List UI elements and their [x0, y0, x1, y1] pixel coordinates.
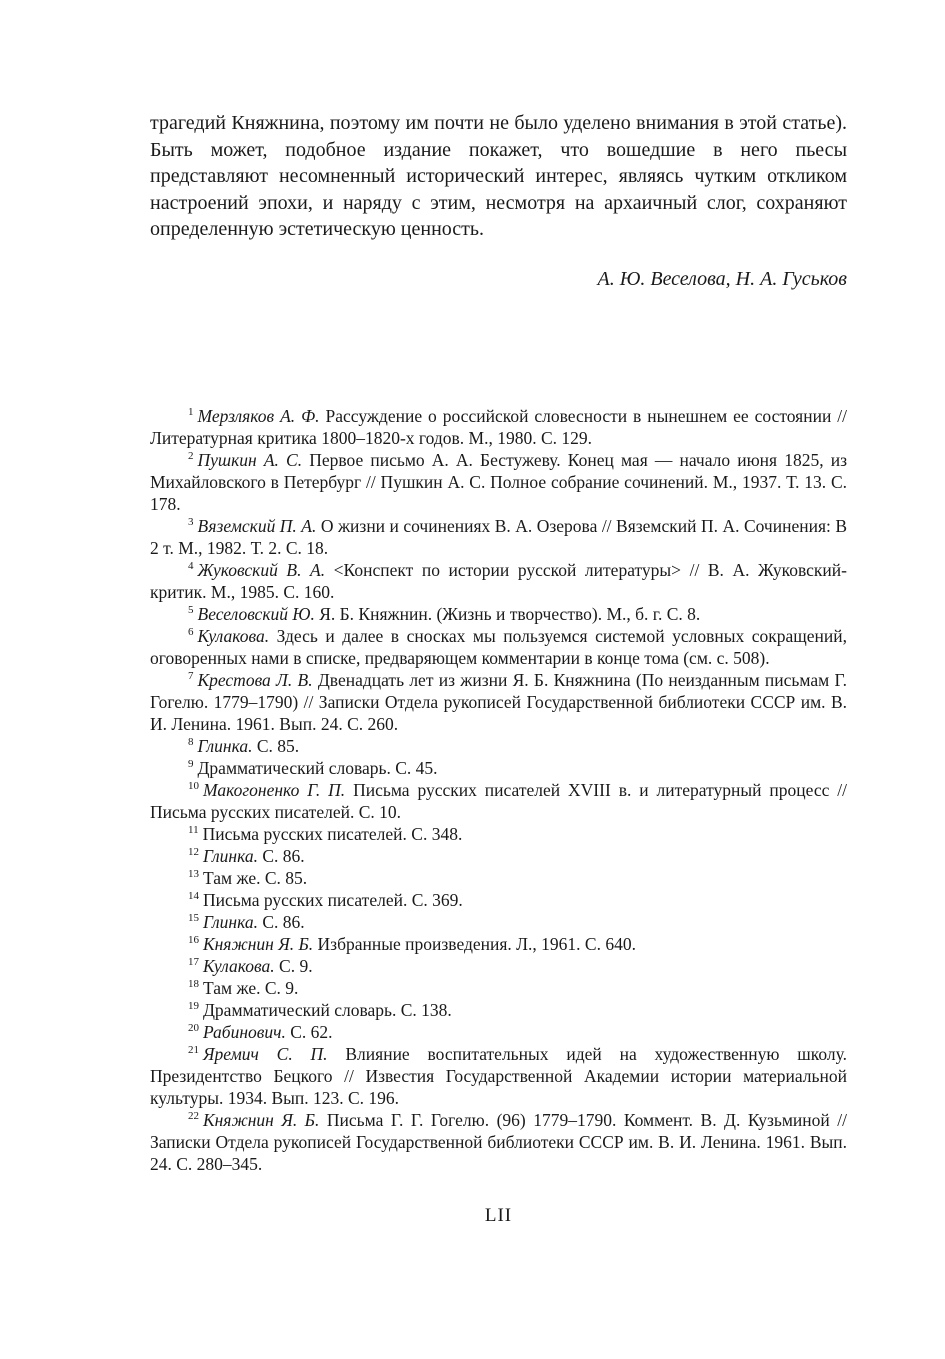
footnote-author: Вяземский П. А. — [197, 515, 317, 536]
footnote-number: 15 — [188, 911, 199, 924]
footnote-text: Я. Б. Княжнин. (Жизнь и творчество). М., б. г. С. 8. — [314, 603, 701, 624]
footnote-number: 5 — [188, 603, 194, 616]
footnote-author: Макогоненко Г. П. — [203, 779, 346, 800]
footnote — [150, 735, 847, 757]
footnote-number: 2 — [188, 449, 194, 462]
footnote-author: Кулакова. — [197, 625, 270, 646]
footnote — [150, 955, 847, 977]
footnote — [150, 999, 847, 1021]
footnote-author: Яремич С. П. — [203, 1043, 328, 1064]
footnote — [150, 911, 847, 933]
footnote-text: Двенадцать лет из жизни Я. Б. Княжнина (По неизданным письмам Г. Гогелю. 1779–1790) // Записки Отдела рукописей Государственной библиотеки СССР им. В. И. Ленина. 1961. Вып. 24. С. 260. — [150, 669, 847, 734]
footnote-number: 9 — [188, 757, 194, 770]
footnote-text: С. 62. — [285, 1021, 333, 1042]
page-number: LII — [484, 1205, 513, 1226]
footnote-text: Письма русских писателей. С. 348. — [202, 823, 463, 844]
footnote-number: 4 — [188, 559, 194, 572]
footnote-author: Крестова Л. В. — [197, 669, 313, 690]
footnote — [150, 823, 847, 845]
footnote-text: Драмматический словарь. С. 45. — [197, 757, 438, 778]
footnote-text: Влияние воспитательных идей на художественную школу. Президентство Бецкого // Известия Государственной Академии истории материальной культуры. 1934. Вып. 123. С. 196. — [150, 1043, 847, 1108]
author-signature: А. Ю. Веселова, Н. А. Гуськов — [597, 267, 847, 290]
footnote-text: Письма русских писателей. С. 369. — [203, 889, 463, 910]
footnote-text: О жизни и сочинениях В. А. Озерова // Вяземский П. А. Сочинения: В 2 т. М., 1982. Т. 2. С. 18. — [150, 515, 848, 558]
footnote-author: Пушкин А. С. — [197, 449, 303, 470]
footnote — [150, 757, 847, 779]
footnote-number: 12 — [188, 845, 199, 858]
footnote-number: 18 — [188, 977, 199, 990]
footnote-author: Жуковский В. А. — [197, 559, 326, 580]
footnote-author: Глинка. — [203, 911, 258, 932]
footnote — [150, 867, 847, 889]
footnote-text: Здесь и далее в сносках мы пользуемся системой условных сокращений, оговоренных нами в списке, предваряющем комментарии в конце тома (см. с. 508). — [150, 625, 847, 668]
footnote-text: Там же. С. 85. — [203, 867, 308, 888]
footnote-author: Княжнин Я. Б. — [203, 933, 314, 954]
footnote — [150, 1043, 847, 1109]
footnote — [150, 559, 847, 603]
footnote-text: Первое письмо А. А. Бестужеву. Конец мая — начало июня 1825, из Михайловского в Петербург // Пушкин А. С. Полное собрание сочинений. М., 1937. Т. 13. С. 178. — [150, 449, 847, 514]
footnote-text: С. 9. — [274, 955, 313, 976]
footnote-number: 17 — [188, 955, 199, 968]
footnote — [150, 933, 847, 955]
footnote-text: <Конспект по истории русской литературы> // В. А. Жуковский-критик. М., 1985. С. 160. — [150, 559, 847, 602]
footnote-number: 21 — [188, 1043, 199, 1056]
intro-paragraph: трагедий Княжнина, поэтому им почти не было уделено внимания в этой статье). Быть может, подобное издание покажет, что вошедшие в него пьесы представляют несомненный исторический интерес, являясь чутким откликом настроений эпохи, и наряду с этим, несмотря на архаичный слог, сохраняют определенную эстетическую ценность. — [150, 112, 847, 240]
footnote-author: Княжнин Я. Б. — [203, 1109, 320, 1130]
text-block — [150, 0, 847, 1175]
footnote-author: Кулакова. — [203, 955, 275, 976]
footnote-author: Глинка. — [197, 735, 253, 756]
footnote-author: Веселовский Ю. — [197, 603, 315, 624]
footnote-text: С. 86. — [257, 845, 305, 866]
footnote-number: 19 — [188, 999, 199, 1012]
footnote — [150, 779, 847, 823]
footnote — [150, 977, 847, 999]
footnote — [150, 1109, 847, 1175]
footnote-author: Глинка. — [203, 845, 258, 866]
footnote-number: 10 — [188, 779, 199, 792]
footnote — [150, 449, 847, 515]
footnotes-section — [150, 405, 847, 1175]
footnote-number: 7 — [188, 669, 194, 682]
footnote-text: С. 86. — [257, 911, 305, 932]
footnote-number: 20 — [188, 1021, 199, 1034]
footnote-text: С. 85. — [252, 735, 300, 756]
footnote-text: Там же. С. 9. — [203, 977, 299, 998]
footnote — [150, 603, 847, 625]
footnote — [150, 1021, 847, 1043]
footnote-text: Избранные произведения. Л., 1961. С. 640. — [313, 933, 636, 954]
footnote-number: 13 — [188, 867, 199, 880]
footnote — [150, 405, 847, 449]
footnote-text: Письма русских писателей XVIII в. и литературный процесс // Письма русских писателей. С. 10. — [150, 779, 848, 822]
footnote-number: 16 — [188, 933, 199, 946]
footnote-text: Письма Г. Г. Гогелю. (96) 1779–1790. Коммент. В. Д. Кузьминой // Записки Отдела рукописей Государственной библиотеки СССР им. В. И. Ленина. 1961. Вып. 24. С. 280–345. — [150, 1109, 847, 1174]
footnote-text: Рассуждение о российской словесности в нынешнем ее состоянии // Литературная критика 1800–1820-х годов. М., 1980. С. 129. — [150, 405, 848, 448]
footnote-number: 14 — [188, 889, 199, 902]
footnote-number: 3 — [188, 515, 194, 528]
footnote-text: Драмматический словарь. С. 138. — [203, 999, 452, 1020]
footnote-number: 1 — [188, 405, 194, 418]
footnote-author: Рабинович. — [203, 1021, 286, 1042]
footnote-number: 11 — [188, 823, 199, 836]
footnote — [150, 669, 847, 735]
footnote-number: 8 — [188, 735, 194, 748]
footnote — [150, 625, 847, 669]
footnote-number: 22 — [188, 1109, 199, 1122]
footnote — [150, 845, 847, 867]
footnote-author: Мерзляков А. Ф. — [197, 405, 320, 426]
footnote — [150, 889, 847, 911]
footnote — [150, 515, 847, 559]
footnote-number: 6 — [188, 625, 194, 638]
